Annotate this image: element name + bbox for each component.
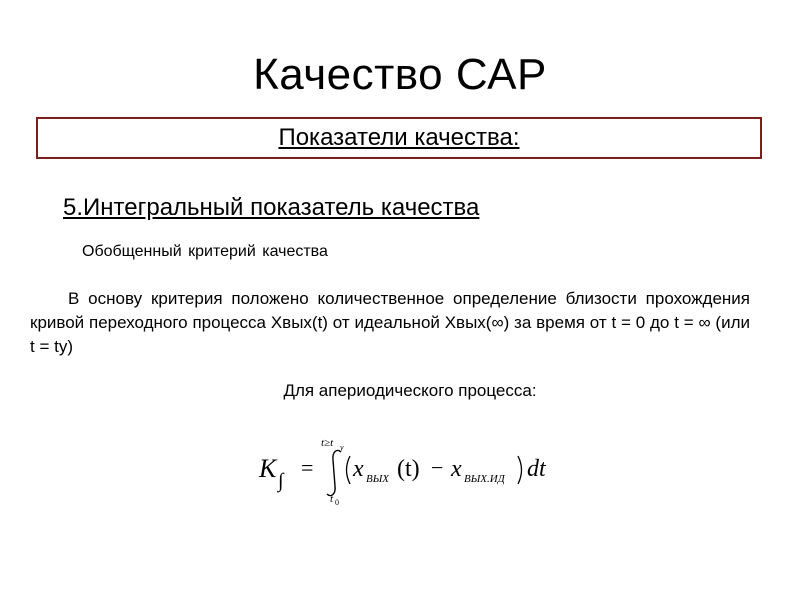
right-paren-icon [518, 456, 522, 484]
section-subheading: 5.Интегральный показатель качества [63, 194, 480, 221]
formula-lower-limit: t [330, 493, 334, 505]
slide-title: Качество САР [253, 50, 547, 99]
description-paragraph: В основу критерия положено количественное определение близости прохождения кривой переходного процесса Хвых(t) от идеальной Хвых(∞) за время от t = 0 до t = ∞ (или t = tу) [30, 289, 750, 356]
formula-term1: x [353, 456, 364, 482]
formula-term2-sub: ВЫХ.ИД [464, 473, 505, 485]
quality-indicators-box [36, 117, 762, 159]
formula-lhs-sub: ∫ [278, 470, 284, 492]
formula-term1-sub: ВЫХ [366, 473, 390, 485]
formula-equals: = [301, 455, 314, 480]
aperiodic-label: Для апериодического процесса: [283, 381, 537, 400]
integral-sign-icon [327, 450, 341, 495]
left-paren-icon [347, 456, 351, 484]
integral-formula [255, 430, 575, 510]
formula-lower-limit-sub: 0 [335, 498, 339, 507]
formula-minus: − [431, 455, 444, 480]
formula-lhs: K [259, 454, 277, 483]
formula-differential: dt [527, 456, 546, 482]
box-heading: Показатели качества: [278, 124, 520, 151]
formula-arg: (t) [397, 456, 420, 482]
formula-upper-limit: t≥t [321, 437, 334, 449]
formula-upper-limit-sub: у [340, 443, 344, 452]
criterion-label: Обобщенный критерий качества [82, 243, 328, 260]
formula-term2: x [451, 456, 462, 482]
